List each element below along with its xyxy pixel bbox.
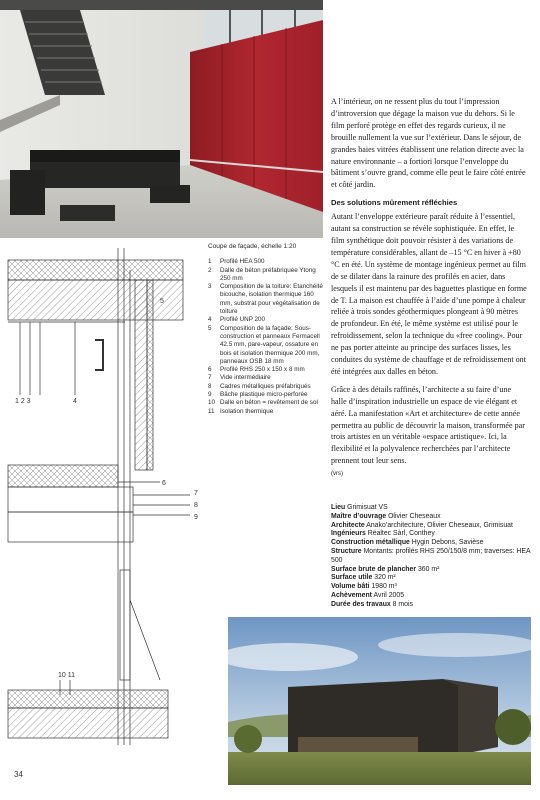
fact-value: Réaltec Sàrl, Conthey [367, 530, 435, 538]
fact-key: Volume bâti [331, 583, 370, 591]
fact-row [331, 592, 531, 601]
drawing-legend [208, 243, 326, 416]
body-paragraph-3 [331, 384, 527, 481]
legend-item [208, 374, 326, 382]
fact-key: Structure [331, 547, 362, 555]
legend-number: 5 [208, 324, 212, 332]
legend-item [208, 408, 326, 416]
legend-number: 11 [208, 407, 215, 415]
body-paragraph-3-text: Grâce à des détails raffinés, l’architecte a su faire d’une halle d’inspiration industrielle un espace de vie élégant et aéré. La manifestation «Art et architecture» de cette année permettra au public de découvrir la maison, transformée par trois artistes en un véritable «espace artistique». Ici, la flexibilité et la polyvalence recherchées par l’architecte prennent tout leur sens. [331, 384, 525, 466]
project-facts [331, 504, 531, 610]
interior-photo-image [0, 0, 323, 238]
legend-number: 1 [208, 258, 212, 266]
callout-6: 6 [162, 480, 166, 487]
body-text [331, 96, 527, 487]
fact-row [331, 504, 531, 513]
legend-item [208, 325, 326, 366]
fact-key: Achèvement [331, 591, 372, 599]
fact-key: Surface brute de plancher [331, 565, 417, 573]
fact-value: 8 mois [392, 600, 413, 608]
exterior-photo-image [228, 617, 531, 785]
callout-8: 8 [194, 502, 198, 509]
fact-key: Construction métallique [331, 539, 410, 547]
body-subheading: Des solutions mûrement réfléchies [331, 198, 458, 208]
legend-text: Cadres métalliques préfabriqués [220, 382, 311, 390]
fact-value: 360 m² [417, 565, 440, 573]
legend-item [208, 383, 326, 391]
page-number: 34 [14, 770, 23, 779]
fact-row [331, 601, 531, 610]
exterior-photo [228, 617, 531, 785]
legend-item [208, 258, 326, 266]
fact-row [331, 513, 531, 522]
legend-text: Profilé RHS 250 x 150 x 8 mm [220, 366, 305, 374]
legend-text: Isolation thermique [220, 407, 274, 415]
legend-number: 9 [208, 391, 212, 399]
callout-7: 7 [194, 490, 198, 497]
legend-number: 4 [208, 316, 212, 324]
fact-row [331, 522, 531, 531]
fact-value: Montants: profilés RHS 250/150/8 mm; traverses: HEA 500 [331, 547, 531, 564]
fact-key: Maître d’ouvrage [331, 512, 387, 520]
fact-row [331, 548, 531, 566]
fact-key: Durée des travaux [331, 600, 391, 608]
legend-number: 2 [208, 266, 212, 274]
fact-row [331, 539, 531, 548]
legend-number: 8 [208, 382, 212, 390]
legend-item [208, 399, 326, 407]
callout-4: 4 [73, 398, 77, 405]
legend-text: Profilé HEA 500 [220, 258, 265, 266]
fact-row [331, 574, 531, 583]
facade-section-svg [0, 240, 210, 760]
callout-1-2-3: 1 2 3 [15, 398, 31, 405]
legend-text: Composition de la toiture: Etanchéité bicouche, isolation thermique 160 mm, substrat pour végétalisation de toiture [220, 283, 323, 316]
legend-number: 10 [208, 399, 216, 407]
legend-text: Dalle en béton = revêtement de sol [220, 399, 318, 407]
interior-photo [0, 0, 323, 238]
fact-value: Grimisuat VS [347, 504, 388, 511]
fact-row [331, 566, 531, 575]
legend-item [208, 267, 326, 284]
legend-item [208, 316, 326, 324]
author-signature: (vrs) [331, 471, 343, 478]
fact-value: Avril 2005 [373, 591, 405, 599]
fact-value: 1980 m³ [371, 583, 397, 591]
legend-caption: Coupe de façade, échelle 1:20 [208, 243, 297, 250]
fact-value: Anako’architecture, Olivier Cheseaux, Grimisuat [366, 521, 513, 529]
legend-text: Vide intermédiaire [220, 374, 271, 382]
fact-key: Architecte [331, 521, 365, 529]
callout-5: 5 [160, 298, 164, 305]
callout-9: 9 [194, 514, 198, 521]
legend-item [208, 391, 326, 399]
fact-key: Surface utile [331, 574, 373, 582]
legend-text: Composition de la façade: Sous-construction et panneaux Fermacell 42.5 mm, pare-vapeur, ossature en bois et isolation thermique 200 mm, panneaux OSB 18 mm [220, 324, 320, 365]
fact-row [331, 583, 531, 592]
body-paragraph-1: A l’intérieur, on ne ressent plus du tout l’impression d’introversion que dégage la maison vue du dehors. Si le film perforé protège en effet des regards curieux, il ne brouille nullement la vue sur l’extérieur. Dans le séjour, de grandes baies vitrées établissent une relation directe avec la nature environnante – a fortiori lorsque l’enveloppe du bâtiment s’ouvre grand, comme elle peut le faire côté entrée et côté jardin. [331, 97, 526, 190]
legend-number: 3 [208, 283, 212, 291]
legend-text: Profilé UNP 200 [220, 316, 266, 324]
callout-10-11: 10 11 [58, 672, 75, 679]
facade-section-drawing [0, 240, 210, 760]
legend-number: 7 [208, 374, 212, 382]
fact-key: Lieu [331, 504, 346, 511]
fact-value: Olivier Cheseaux [388, 512, 441, 520]
fact-value: 320 m² [374, 574, 396, 582]
legend-text: Dalle de béton préfabriquée Ytong 250 mm [220, 266, 316, 282]
legend-number: 6 [208, 366, 212, 374]
legend-item [208, 366, 326, 374]
legend-text: Bâche plastique micro-perforée [220, 391, 308, 399]
fact-value: Hygin Debons, Savièse [411, 539, 484, 547]
body-paragraph-2: Autant l’enveloppe extérieure paraît réduite à l’essentiel, autant sa construction se révèle sophistiquée. En effet, le film synthétique doit pouvoir résister à des variations de température considérables, allant de –15 °C en hiver à +80 °C en été. Un système de montage ingénieux permet au film de se dilater dans la rainure des profilés en acier, dans lesquels il est maintenu par des baguettes plastique en forme de T. La maison est chauffée à l’aide d’une pompe à chaleur reliée à trois sondes géothermiques plongeant à 90 mètres de profondeur. En été, le même système est utilisé pour le refroidissement, selon la technique du «free cooling». Pour ne pas porter atteinte au principe des surfaces lisses, les conduites du système de chauffage et de refroidissement ont été intégrées aux dalles en béton. [331, 212, 527, 376]
fact-key: Ingénieurs [331, 530, 366, 538]
fact-row [331, 530, 531, 539]
legend-item [208, 283, 326, 316]
